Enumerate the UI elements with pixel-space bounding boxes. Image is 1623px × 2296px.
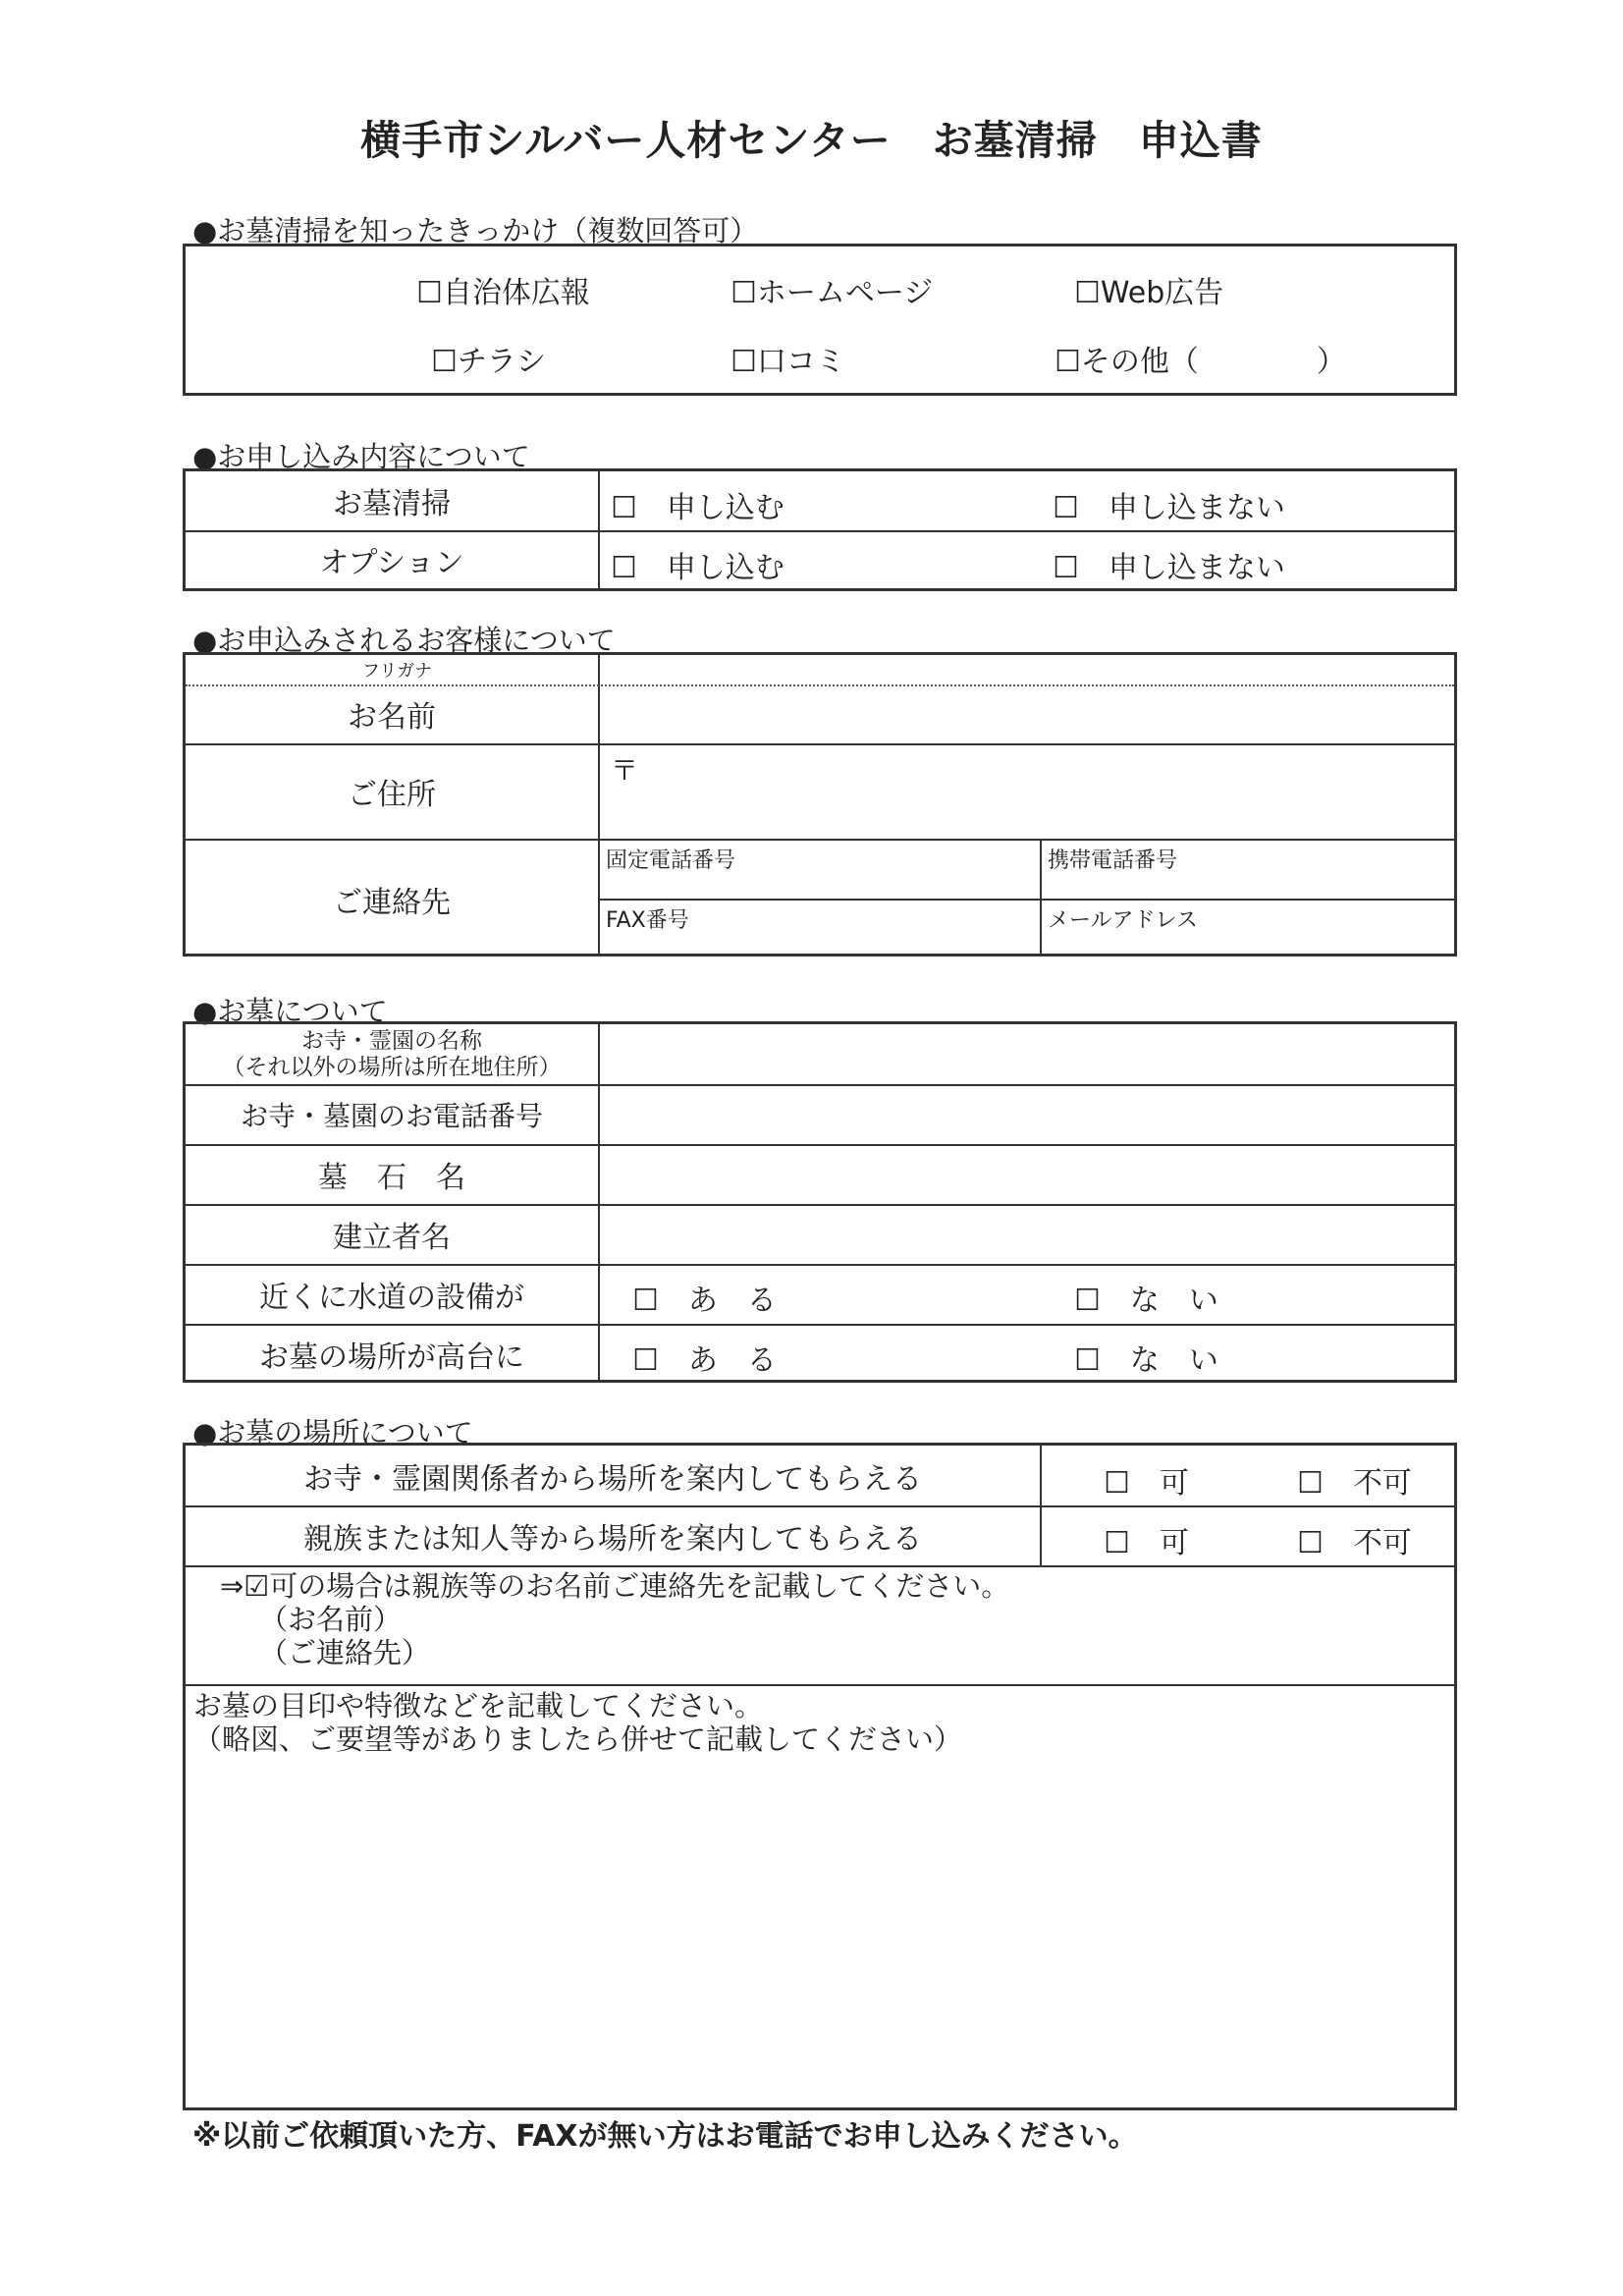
furigana-label: フリガナ <box>362 661 433 682</box>
option-other[interactable]: ☐その他（ ） <box>1055 345 1346 379</box>
staff-guide-label: お寺・霊園関係者から場所を案内してもらえる <box>303 1461 922 1497</box>
cleaning-apply-checkbox[interactable]: ☐ 申し込む <box>611 491 784 525</box>
marks-instruction-sub: （略図、ご要望等がありましたら併せて記載してください） <box>193 1722 963 1756</box>
footer-note: ※以前ご依頼頂いた方、FAXが無い方はお電話でお申し込みください。 <box>192 2119 1138 2154</box>
grave-table <box>183 1021 1457 1383</box>
location-table <box>183 1443 1457 2110</box>
page-title: 横手市シルバー人材センター お墓清掃 申込書 <box>360 117 1263 164</box>
name-field[interactable] <box>600 686 1454 741</box>
option-homepage[interactable]: ☐ホームページ <box>730 276 934 310</box>
water-label: 近くに水道の設備が <box>259 1280 524 1315</box>
relative-guide-label: 親族または知人等から場所を案内してもらえる <box>303 1521 922 1557</box>
row-label-option: オプション <box>319 546 464 580</box>
temple-phone-label: お寺・墓園のお電話番号 <box>240 1099 543 1132</box>
staff-guide-no-checkbox[interactable]: ☐ 不可 <box>1297 1466 1412 1501</box>
option-apply-checkbox[interactable]: ☐ 申し込む <box>611 551 784 585</box>
water-no-checkbox[interactable]: ☐ な い <box>1074 1284 1218 1318</box>
relative-name-label: （お名前） <box>259 1603 403 1636</box>
mobile-label: 携帯電話番号 <box>1048 848 1178 873</box>
address-label: ご住所 <box>348 777 436 812</box>
option-word-of-mouth[interactable]: ☐口コミ <box>730 345 845 379</box>
section-heading-source: ●お墓清掃を知ったきっかけ（複数回答可） <box>192 214 759 247</box>
source-box <box>183 244 1457 396</box>
stone-name-label: 墓 石 名 <box>318 1160 465 1195</box>
section-heading-application: ●お申し込み内容について <box>192 440 530 473</box>
name-label: お名前 <box>348 700 436 735</box>
option-flyer[interactable]: ☐チラシ <box>431 345 546 379</box>
option-decline-checkbox[interactable]: ☐ 申し込まない <box>1053 551 1285 585</box>
customer-table <box>183 652 1457 957</box>
high-no-checkbox[interactable]: ☐ な い <box>1074 1343 1218 1378</box>
marks-field[interactable] <box>188 1760 1452 2105</box>
cleaning-decline-checkbox[interactable]: ☐ 申し込まない <box>1053 491 1285 525</box>
row-label-cleaning: お墓清掃 <box>333 487 451 521</box>
section-heading-customer: ●お申込みされるお客様について <box>192 624 616 657</box>
postal-mark: 〒 <box>611 754 639 787</box>
address-field[interactable] <box>600 745 1454 837</box>
high-ground-label: お墓の場所が高台に <box>259 1339 524 1375</box>
email-label: メールアドレス <box>1048 908 1198 933</box>
temple-name-label: お寺・霊園の名称 <box>301 1028 482 1054</box>
high-yes-checkbox[interactable]: ☐ あ る <box>632 1343 777 1378</box>
contact-label: ご連絡先 <box>333 885 451 920</box>
section-heading-location: ●お墓の場所について <box>192 1416 473 1449</box>
option-web-ad[interactable]: ☐Web広告 <box>1074 276 1224 310</box>
option-municipal-pr[interactable]: ☐自治体広報 <box>416 276 590 310</box>
temple-name-sublabel: （それ以外の場所は所在地住所） <box>222 1055 562 1080</box>
water-yes-checkbox[interactable]: ☐ あ る <box>632 1284 777 1318</box>
relative-contact-label: （ご連絡先） <box>259 1636 431 1669</box>
staff-guide-yes-checkbox[interactable]: ☐ 可 <box>1104 1466 1189 1501</box>
section-heading-grave: ●お墓について <box>192 995 388 1028</box>
relative-guide-no-checkbox[interactable]: ☐ 不可 <box>1297 1526 1412 1560</box>
founder-label: 建立者名 <box>333 1220 451 1255</box>
relative-note: ⇒☑可の場合は親族等のお名前ご連絡先を記載してください。 <box>220 1569 1010 1603</box>
fax-label: FAX番号 <box>606 908 689 933</box>
landline-label: 固定電話番号 <box>606 848 736 873</box>
marks-instruction: お墓の目印や特徴などを記載してください。 <box>193 1689 764 1722</box>
relative-guide-yes-checkbox[interactable]: ☐ 可 <box>1104 1526 1189 1560</box>
application-table <box>183 468 1457 591</box>
